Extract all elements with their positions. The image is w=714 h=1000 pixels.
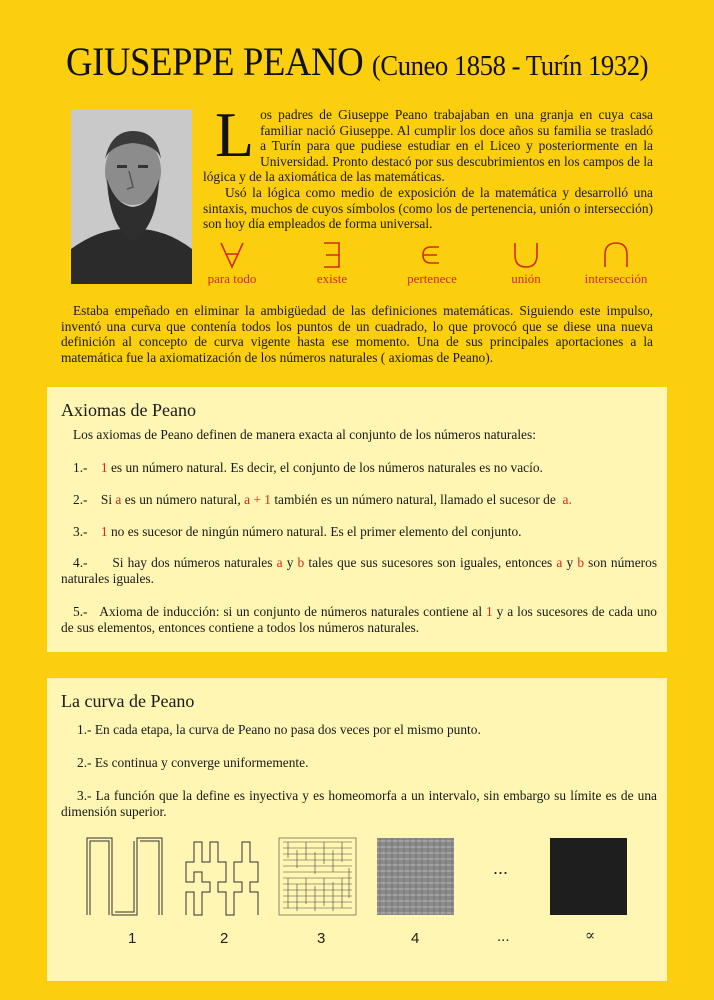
symbol-label-exists: existe xyxy=(316,271,348,286)
forall-icon xyxy=(217,241,247,269)
logic-symbols-row xyxy=(196,241,656,297)
curve-title: La curva de Peano xyxy=(61,691,195,711)
peano-curve-iteration-4 xyxy=(377,838,454,915)
axioms-panel xyxy=(47,387,667,652)
curve-property-3: 3.- La función que la define es inyectiva y es homeomorfa a un intervalo, sin embargo su límite es de una dimensión superior. xyxy=(61,788,657,819)
iteration-label-ellipsis: ... xyxy=(497,928,510,945)
iteration-label-3: 3 xyxy=(317,930,326,947)
iteration-label-2: 2 xyxy=(220,930,229,947)
curve-property-1: 1.- En cada etapa, la curva de Peano no pasa dos veces por el mismo punto. xyxy=(77,722,481,737)
peano-curve-iteration-2 xyxy=(186,842,258,915)
axioms-intro: Los axiomas de Peano definen de manera exacta al conjunto de los números naturales: xyxy=(73,427,536,442)
title-dates: (Cuneo 1858 - Turín 1932) xyxy=(371,50,649,82)
symbol-union xyxy=(486,241,566,287)
symbol-forall xyxy=(192,241,272,287)
peano-curve-iterations xyxy=(47,833,667,933)
title-name: GIUSEPPE PEANO xyxy=(65,39,364,84)
curve-property-2: 2.- Es continua y converge uniformemente. xyxy=(77,755,309,770)
curve-panel xyxy=(47,678,667,981)
intro-text xyxy=(203,99,653,232)
union-icon xyxy=(511,241,541,269)
symbol-label-union: unión xyxy=(511,271,541,286)
ellipsis-mid: ... xyxy=(493,858,509,878)
intersection-icon xyxy=(601,241,631,269)
axioms-title: Axiomas de Peano xyxy=(61,400,196,420)
iteration-label-1: 1 xyxy=(128,930,137,947)
intro-paragraph-1: os padres de Giuseppe Peano trabajaban en una granja en cuya casa familiar nació Giuseppe. Al cumplir los doce años su familia se trasladó a Turín para que pudiese estudiar en el Liceo y posteriormente en la Universidad. Pronto destacó por sus descubrimientos en los campos de la lógica y de la axiomática de las matemáticas. xyxy=(203,107,653,185)
symbol-intersection xyxy=(576,241,656,287)
peano-curve-limit-square xyxy=(550,838,627,915)
iteration-label-infinity: ∝ xyxy=(585,926,596,944)
exists-icon xyxy=(317,241,347,269)
axiom-2: 2.- Si a es un número natural, a + 1 también es un número natural, llamado el sucesor de a. xyxy=(73,492,572,507)
axiom-4: 4.- Si hay dos números naturales a y b tales que sus sucesores son iguales, entonces a y b son números naturales iguales. xyxy=(61,555,658,586)
symbol-exists xyxy=(292,241,372,287)
drop-cap: L xyxy=(215,99,255,170)
portrait-photo xyxy=(71,109,192,284)
axiom-1: 1.- 1 es un número natural. Es decir, el conjunto de los números naturales es no vacío. xyxy=(73,460,543,475)
page-title xyxy=(29,38,686,85)
element-of-icon xyxy=(417,241,447,269)
iteration-label-4: 4 xyxy=(411,930,420,947)
peano-curve-iteration-1 xyxy=(87,838,162,915)
body-paragraph: Estaba empeñado en eliminar la ambigüedad de las definiciones matemáticas. Siguiendo este impulso, inventó una curva que contenía todos los puntos de un cuadrado, lo que provocó que se diese una nueva definición al concepto de curva vigente hasta ese momento. Una de sus principales aportaciones a la matemática fue la axiomatización de los números naturales ( axiomas de Peano). xyxy=(61,303,653,365)
peano-curve-iteration-3 xyxy=(279,838,356,915)
symbol-element-of xyxy=(392,241,472,287)
symbol-label-element-of: pertenece xyxy=(407,271,457,286)
axiom-5: 5.- Axioma de inducción: si un conjunto de números naturales contiene al 1 y a los sucesores de cada uno de sus elementos, entonces contiene a todos los números naturales. xyxy=(61,604,657,635)
symbol-label-intersection: intersección xyxy=(584,271,648,286)
axiom-3: 3.- 1 no es sucesor de ningún número natural. Es el primer elemento del conjunto. xyxy=(73,524,522,539)
symbol-label-forall: para todo xyxy=(207,271,257,286)
intro-paragraph-2: Usó la lógica como medio de exposición de la matemática y desarrolló una sintaxis, muchos de cuyos símbolos (como los de pertenencia, unión o intersección) son hoy día empleados de forma universal. xyxy=(203,184,653,232)
